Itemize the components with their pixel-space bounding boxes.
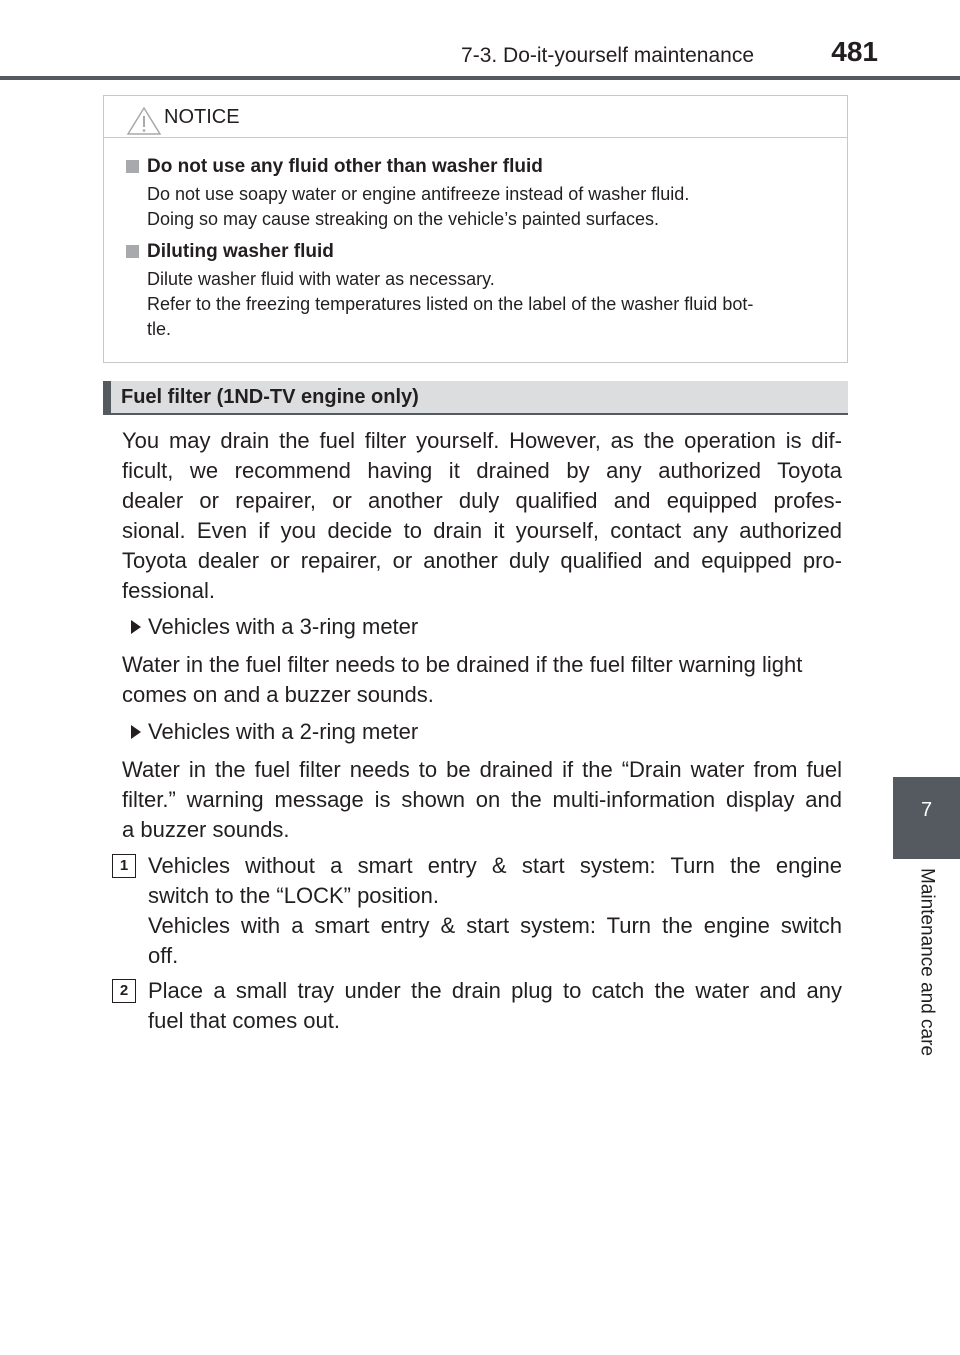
paragraph-line: filter.” warning message is shown on the multi-information display and: [122, 787, 842, 812]
triangle-bullet-icon: [131, 725, 141, 739]
step-text-line: off.: [148, 943, 179, 968]
triangle-bullet-icon: [131, 620, 141, 634]
step-text-line: Vehicles without a smart entry & start system: Turn the engine: [148, 853, 842, 878]
notice-item-text: Doing so may cause streaking on the vehicle’s painted surfaces.: [147, 209, 659, 229]
paragraph-line: fessional.: [122, 578, 215, 603]
subheading: Vehicles with a 3-ring meter: [148, 614, 419, 639]
paragraph-line: Water in the fuel filter needs to be drained if the fuel filter warning light: [122, 652, 803, 677]
notice-item-heading: Do not use any fluid other than washer fluid: [147, 156, 543, 177]
paragraph-line: ficult, we recommend having it drained by any authorized Toyota: [122, 458, 842, 483]
notice-item-text: tle.: [147, 319, 172, 339]
paragraph-line: Toyota dealer or repairer, or another duly qualified and equipped pro-: [122, 548, 842, 573]
step-text-line: fuel that comes out.: [148, 1008, 340, 1033]
notice-title: NOTICE: [164, 106, 240, 128]
notice-item-text: Do not use soapy water or engine antifreeze instead of washer fluid.: [147, 184, 690, 204]
chapter-label: Maintenance and care: [916, 868, 938, 1057]
notice-item-text: Refer to the freezing temperatures listed on the label of the washer fluid bot-: [147, 294, 754, 314]
step-number-box: 2: [112, 979, 136, 1003]
section-bar-accent: [103, 381, 111, 415]
paragraph-line: Water in the fuel filter needs to be drained if the “Drain water from fuel: [122, 757, 842, 782]
page-header: [0, 0, 960, 80]
paragraph-line: comes on and a buzzer sounds.: [122, 682, 434, 707]
paragraph-line: sional. Even if you decide to drain it yourself, contact any authorized: [122, 518, 842, 543]
section-heading-bar: [103, 381, 848, 415]
header-rule: [0, 76, 960, 80]
notice-item-heading: Diluting washer fluid: [147, 241, 334, 262]
step-text-line: Vehicles with a smart entry & start system: Turn the engine switch: [148, 913, 842, 938]
step-text-line: Place a small tray under the drain plug to catch the water and any: [148, 978, 842, 1003]
step-text-line: switch to the “LOCK” position.: [148, 883, 440, 908]
paragraph-line: dealer or repairer, or another duly qualified and equipped profes-: [122, 488, 842, 513]
chapter-number: 7: [920, 799, 933, 821]
square-bullet-icon: [126, 245, 139, 258]
notice-item-text: Dilute washer fluid with water as necessary.: [147, 269, 495, 289]
subheading: Vehicles with a 2-ring meter: [148, 719, 419, 744]
chapter-tab: [893, 777, 960, 859]
page-number: 481: [831, 36, 878, 67]
notice-header: [104, 96, 847, 138]
paragraph-line: a buzzer sounds.: [122, 817, 290, 842]
square-bullet-icon: [126, 160, 139, 173]
header-section-title: 7-3. Do-it-yourself maintenance: [461, 44, 754, 67]
paragraph-line: You may drain the fuel filter yourself. However, as the operation is dif-: [122, 428, 842, 453]
notice-box: [103, 95, 848, 363]
warning-triangle-icon: [126, 106, 162, 136]
step-number-box: 1: [112, 854, 136, 878]
section-title: Fuel filter (1ND-TV engine only): [121, 386, 419, 408]
